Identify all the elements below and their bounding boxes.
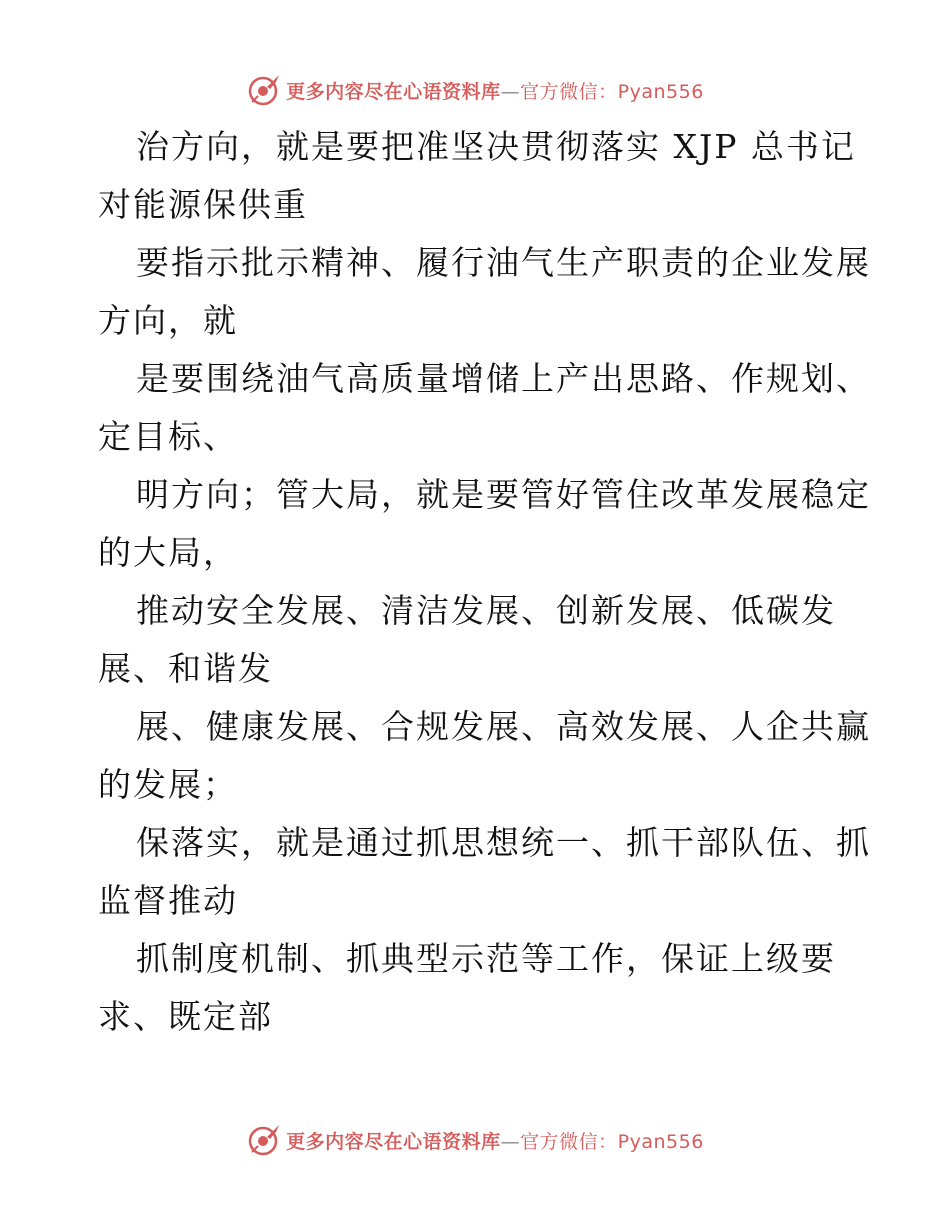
quill-logo-icon [246,1122,282,1158]
header-watermark [0,70,950,110]
paragraph-line: 明方向；管大局，就是要管好管住改革发展稳定 [136,475,871,514]
paragraph-line: 定目标、 [98,417,238,456]
paragraph-line: 方向，就 [98,301,238,340]
footer-watermark [0,1120,950,1160]
paragraph-line: 的发展； [98,765,238,804]
paragraph [98,234,871,350]
watermark-contact: 官方微信：Pyan556 [520,80,704,103]
paragraph-line: 监督推动 [98,881,238,920]
paragraph [98,698,871,814]
paragraph-line: 治方向，就是要把准坚决贯彻落实 XJP 总书记 [136,127,856,166]
paragraph [98,930,868,1046]
paragraph-line: 保落实，就是通过抓思想统一、抓干部队伍、抓 [136,823,871,862]
watermark-contact: 官方微信：Pyan556 [520,1130,704,1153]
paragraph-line: 展、健康发展、合规发展、高效发展、人企共赢 [136,707,871,746]
paragraph-line: 的大局， [98,533,238,572]
paragraph-line: 抓制度机制、抓典型示范等工作，保证上级要 [136,939,836,978]
watermark-brand: 更多内容尽在心语资料库 [286,80,501,103]
document-body [98,118,871,1046]
quill-logo-icon [246,72,282,108]
paragraph-line: 要指示批示精神、履行油气生产职责的企业发展 [136,243,871,282]
watermark-text [286,77,704,104]
watermark-dash: — [500,1130,521,1153]
paragraph [98,350,871,466]
watermark-brand: 更多内容尽在心语资料库 [286,1130,501,1153]
paragraph [98,582,868,698]
watermark-text [286,1127,704,1154]
paragraph-line: 对能源保供重 [98,185,308,224]
paragraph-line: 推动安全发展、清洁发展、创新发展、低碳发 [136,591,836,630]
paragraph-line: 求、既定部 [98,997,273,1036]
watermark-dash: — [500,80,521,103]
paragraph-line: 展、和谐发 [98,649,273,688]
paragraph-line: 是要围绕油气高质量增储上产出思路、作规划、 [136,359,871,398]
paragraph [98,118,868,234]
paragraph [98,814,871,930]
paragraph [98,466,871,582]
